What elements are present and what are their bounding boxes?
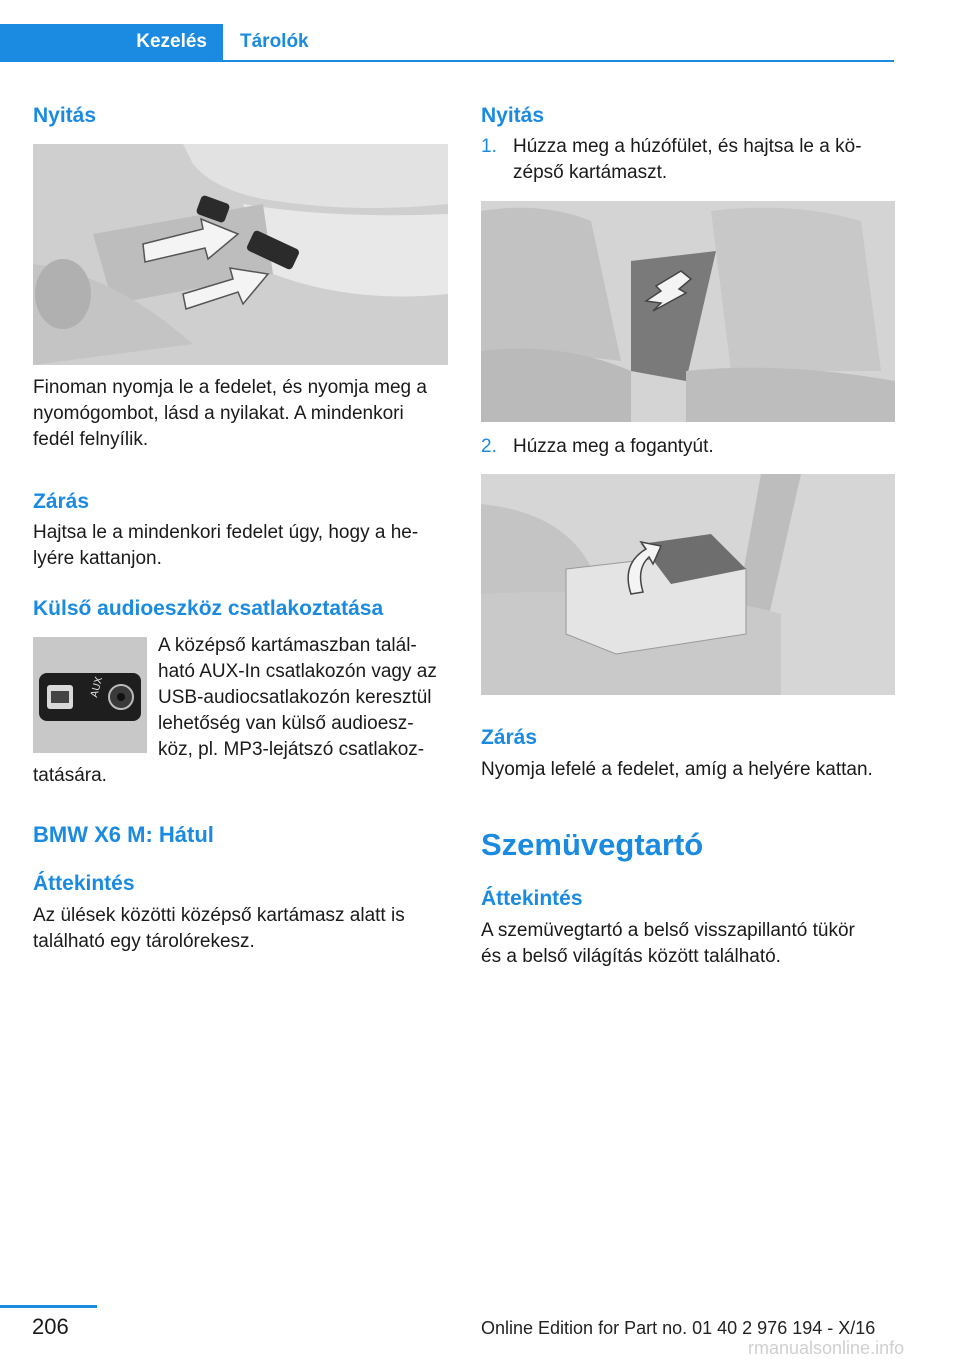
text-line: lehetőség van külső audioesz‐ (158, 713, 414, 734)
paragraph-aux-tail: tatására. (33, 765, 107, 786)
text-line: lyére kattanjon. (33, 548, 162, 569)
heading-bmw-x6m: BMW X6 M: Hátul (33, 822, 214, 847)
armrest-compartment-illustration (481, 474, 895, 695)
text-line: és a belső világítás között található. (481, 946, 781, 967)
text-line: Hajtsa le a mindenkori fedelet úgy, hogy a he‐ (33, 522, 419, 543)
header-divider (0, 60, 894, 62)
step-1-number (481, 134, 511, 160)
aux-label: AUX (89, 675, 106, 699)
text-line: nyomógombot, lásd a nyilakat. A mindenkori (33, 403, 404, 424)
header-tabs (0, 0, 894, 62)
text-line: fedél felnyílik. (33, 429, 149, 450)
console-lids-illustration (33, 144, 448, 365)
tab-tarolok[interactable]: Tárolók (240, 31, 309, 52)
figure-armrest-compartment (481, 474, 895, 695)
text-line: Finoman nyomja le a fedelet, és nyomja meg a (33, 377, 427, 398)
text-line: USB-audiocsatlakozón keresztül (158, 687, 432, 708)
figure-console-lids (33, 144, 448, 365)
step-2-text: Húzza meg a fogantyút. (513, 436, 714, 457)
text-line: ható AUX-In csatlakozón vagy az (158, 661, 437, 682)
tab-kezeles[interactable]: Kezelés (0, 24, 223, 60)
paragraph-close-right: Nyomja lefelé a fedelet, amíg a helyére kattan. (481, 759, 873, 780)
heading-overview-left: Áttekintés (33, 872, 135, 895)
heading-close-left: Zárás (33, 490, 90, 513)
paragraph-overview-left (33, 903, 405, 955)
heading-szemuvegtarto: Szemüvegtartó (481, 827, 704, 862)
paragraph-open-left (33, 375, 427, 453)
heading-open-left: Nyitás (33, 104, 97, 127)
step-number: 2. (481, 436, 497, 457)
text-line: köz, pl. MP3-lejátszó csatlakoz‐ (158, 739, 425, 760)
paragraph-aux (158, 633, 437, 763)
paragraph-close-left (33, 520, 418, 572)
heading-aux: Külső audioeszköz csatlakoztatása (33, 597, 384, 620)
heading-close-right: Zárás (481, 726, 538, 749)
text-line: Húzza meg a húzófület, és hajtsa le a kö‐ (513, 136, 862, 157)
step-2-number (481, 434, 511, 460)
footer-divider (0, 1305, 97, 1308)
rear-seat-illustration (481, 201, 895, 422)
text-line: zépső kartámaszt. (513, 162, 668, 183)
text-line: található egy tárolórekesz. (33, 931, 255, 952)
heading-overview-right: Áttekintés (481, 887, 583, 910)
edition-text: Online Edition for Part no. 01 40 2 976 194 - X/16 (481, 1318, 876, 1338)
watermark: rmanualsonline.info (748, 1338, 905, 1358)
heading-open-right: Nyitás (481, 104, 545, 127)
page-number: 206 (32, 1314, 69, 1339)
text-line: A szemüvegtartó a belső visszapillantó tükör (481, 920, 855, 941)
step-number: 1. (481, 136, 497, 157)
aux-usb-port-illustration (33, 637, 147, 753)
figure-aux-port (33, 637, 147, 753)
step-1-text (513, 134, 862, 186)
paragraph-overview-right (481, 918, 855, 970)
text-line: A középső kartámaszban talál‐ (158, 635, 417, 656)
figure-rear-armrest (481, 201, 895, 422)
text-line: Az ülések közötti középső kartámasz alatt is (33, 905, 405, 926)
